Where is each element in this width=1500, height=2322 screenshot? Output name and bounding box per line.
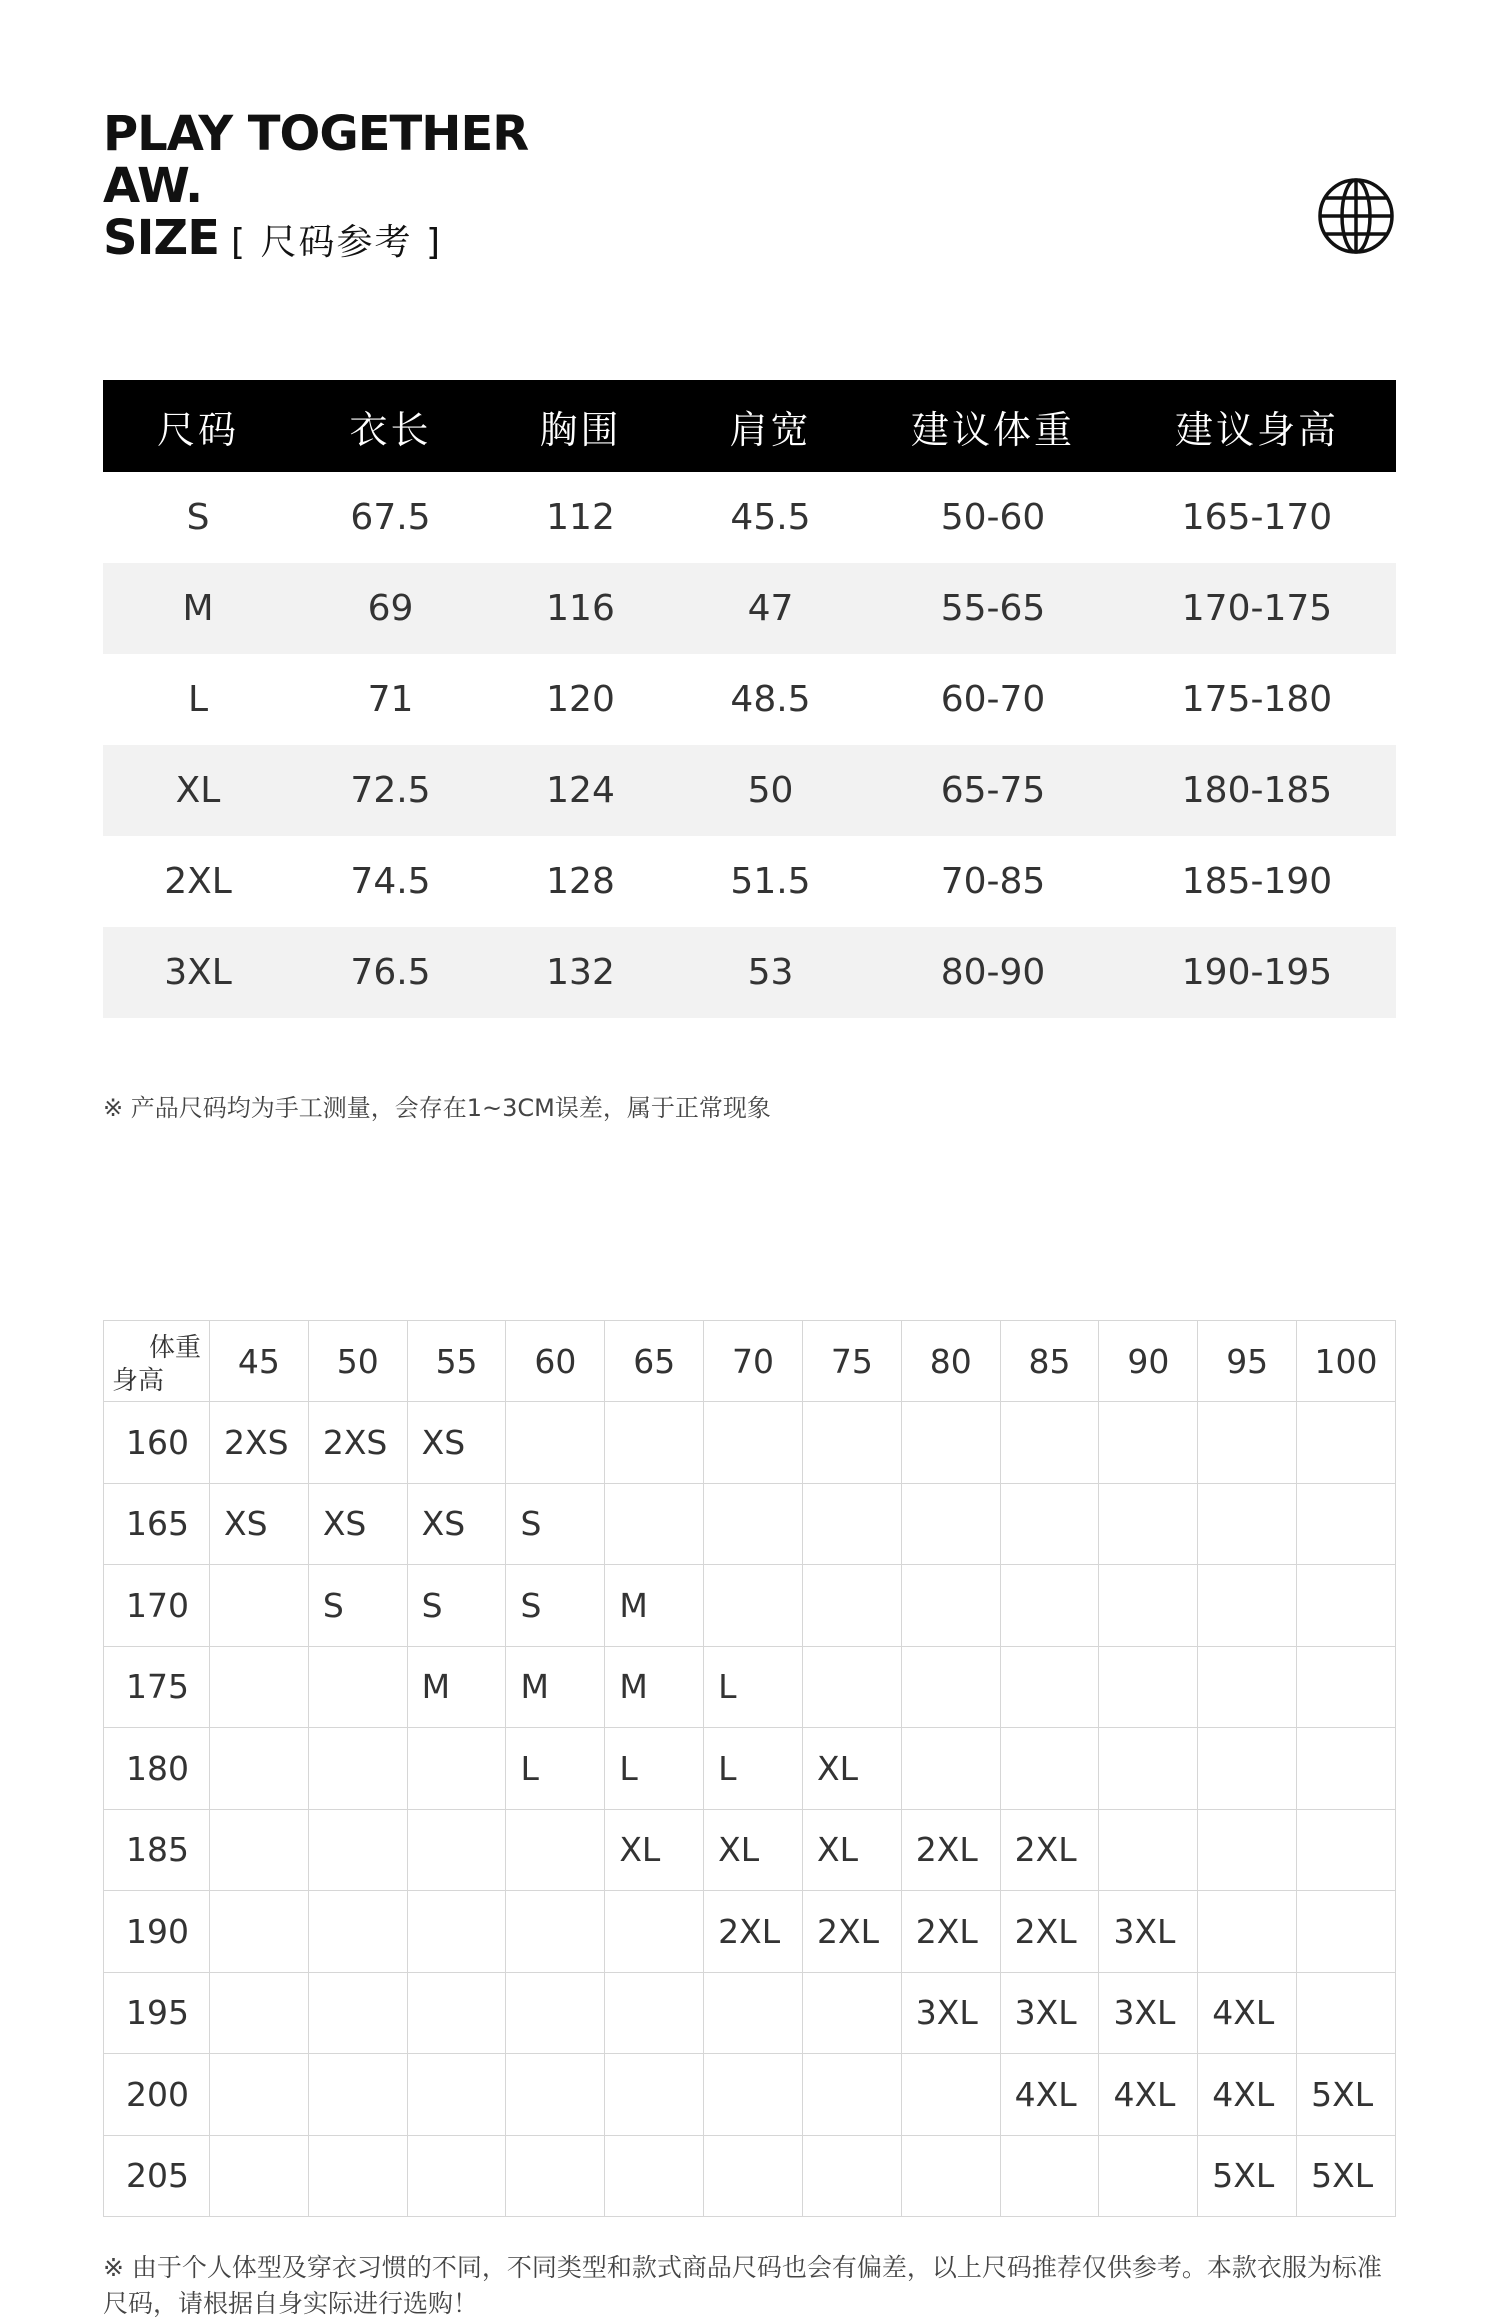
- grid-cell: [802, 1565, 901, 1647]
- size-cell: 175-180: [1181, 679, 1333, 720]
- grid-cell: [1000, 1728, 1099, 1810]
- height-header: 195: [104, 1972, 210, 2054]
- grid-row: [104, 1972, 1396, 2054]
- grid-cell: [210, 1728, 309, 1810]
- size-cell: 132: [488, 927, 673, 1018]
- grid-cell: [1000, 1483, 1099, 1565]
- grid-cell: 3XL: [1099, 1891, 1198, 1973]
- height-header: 170: [104, 1565, 210, 1647]
- size-title-cn: [ 尺码参考 ]: [231, 222, 443, 263]
- grid-cell: 5XL: [1297, 2054, 1396, 2136]
- col-header-length: 衣长: [293, 380, 488, 472]
- grid-cell: [506, 1402, 605, 1484]
- weight-header: 60: [506, 1321, 605, 1402]
- grid-cell: [1099, 1565, 1198, 1647]
- grid-cell: [1000, 1565, 1099, 1647]
- height-header: 175: [104, 1646, 210, 1728]
- size-cell: L: [187, 679, 209, 720]
- grid-cell: [1099, 1646, 1198, 1728]
- size-cell: 60-70: [940, 679, 1046, 720]
- grid-cell: [1198, 1646, 1297, 1728]
- grid-cell: [802, 1483, 901, 1565]
- grid-cell: [704, 1565, 803, 1647]
- grid-cell: [1198, 1565, 1297, 1647]
- size-cell: 74.5: [350, 861, 431, 902]
- size-title-en: SIZE: [103, 210, 220, 266]
- globe-icon: [1316, 176, 1396, 256]
- grid-cell: [1099, 1402, 1198, 1484]
- grid-cell: [1099, 1728, 1198, 1810]
- grid-cell: [901, 1728, 1000, 1810]
- grid-cell: [1198, 1728, 1297, 1810]
- weight-header: 65: [605, 1321, 704, 1402]
- size-cell: 71: [367, 679, 414, 720]
- grid-cell: [1099, 1809, 1198, 1891]
- weight-header: 100: [1297, 1321, 1396, 1402]
- grid-cell: [308, 1891, 407, 1973]
- size-cell: 51.5: [730, 861, 811, 902]
- size-row: [103, 563, 1396, 654]
- grid-cell: 5XL: [1198, 2135, 1297, 2217]
- grid-cell: [802, 2135, 901, 2217]
- grid-cell: [1297, 1728, 1396, 1810]
- size-cell: S: [186, 497, 210, 538]
- size-cell: 50-60: [940, 497, 1046, 538]
- size-title: [103, 212, 528, 269]
- grid-cell: [407, 2054, 506, 2136]
- size-cell: 180-185: [1118, 745, 1396, 836]
- grid-cell: [1198, 1483, 1297, 1565]
- grid-cell: [605, 2135, 704, 2217]
- size-cell: 185-190: [1181, 861, 1333, 902]
- grid-cell: [1000, 1402, 1099, 1484]
- grid-cell: [1198, 1891, 1297, 1973]
- grid-cell: XS: [407, 1483, 506, 1565]
- grid-header-row: [104, 1321, 1396, 1402]
- height-header: 200: [104, 2054, 210, 2136]
- grid-cell: L: [704, 1728, 803, 1810]
- size-row: [103, 654, 1396, 745]
- grid-cell: [506, 2054, 605, 2136]
- size-cell: 190-195: [1118, 927, 1396, 1018]
- grid-cell: [704, 1972, 803, 2054]
- grid-cell: [901, 1483, 1000, 1565]
- grid-cell: [1000, 1646, 1099, 1728]
- grid-cell: S: [506, 1565, 605, 1647]
- col-header-height: 建议身高: [1118, 380, 1396, 472]
- grid-cell: S: [407, 1565, 506, 1647]
- grid-cell: 2XL: [802, 1891, 901, 1973]
- disclaimer-note: ※ 由于个人体型及穿衣习惯的不同，不同类型和款式商品尺码也会有偏差，以上尺码推荐仅供参考。本款衣服为标准尺码，请根据自身实际进行选购！: [103, 2253, 1382, 2318]
- grid-cell: L: [605, 1728, 704, 1810]
- grid-cell: M: [605, 1646, 704, 1728]
- grid-cell: M: [605, 1565, 704, 1647]
- size-cell: 2XL: [164, 861, 232, 902]
- corner-height-label: 身高: [112, 1366, 165, 1396]
- grid-cell: [802, 2054, 901, 2136]
- weight-header: 55: [407, 1321, 506, 1402]
- grid-cell: [605, 1972, 704, 2054]
- col-header-size: 尺码: [103, 380, 293, 472]
- measurement-note: ※ 产品尺码均为手工测量，会存在1~3CM误差，属于正常现象: [103, 1094, 771, 1122]
- grid-cell: [802, 1402, 901, 1484]
- height-header: 205: [104, 2135, 210, 2217]
- grid-cell: 2XS: [308, 1402, 407, 1484]
- size-cell: 45.5: [730, 497, 811, 538]
- size-row: [103, 836, 1396, 927]
- grid-cell: [1099, 2135, 1198, 2217]
- grid-corner-cell: [104, 1321, 210, 1402]
- grid-cell: [1297, 1972, 1396, 2054]
- size-cell: 112: [546, 497, 615, 538]
- grid-cell: [506, 1972, 605, 2054]
- grid-cell: [1099, 1483, 1198, 1565]
- grid-cell: [704, 2054, 803, 2136]
- size-cell: 55-65: [868, 563, 1118, 654]
- size-table: [103, 380, 1396, 1018]
- grid-cell: XL: [802, 1809, 901, 1891]
- size-row: [103, 927, 1396, 1018]
- grid-cell: [1198, 1402, 1297, 1484]
- corner-weight-label: 体重: [148, 1333, 201, 1363]
- size-cell: 80-90: [868, 927, 1118, 1018]
- weight-header: 70: [704, 1321, 803, 1402]
- grid-row: [104, 1646, 1396, 1728]
- grid-cell: [802, 1646, 901, 1728]
- weight-header: 50: [308, 1321, 407, 1402]
- grid-cell: [407, 1972, 506, 2054]
- col-header-chest: 胸围: [488, 380, 673, 472]
- size-table-header: [103, 380, 1396, 472]
- grid-cell: XL: [802, 1728, 901, 1810]
- size-cell: XL: [103, 745, 293, 836]
- grid-cell: [1297, 1402, 1396, 1484]
- size-cell: 116: [488, 563, 673, 654]
- grid-cell: XS: [407, 1402, 506, 1484]
- size-recommendation-grid: [103, 1320, 1396, 2217]
- grid-cell: [308, 1728, 407, 1810]
- grid-row: [104, 1483, 1396, 1565]
- grid-row: [104, 1809, 1396, 1891]
- col-header-weight: 建议体重: [868, 380, 1118, 472]
- grid-cell: [210, 2054, 309, 2136]
- size-cell: 76.5: [293, 927, 488, 1018]
- grid-cell: 4XL: [1198, 2054, 1297, 2136]
- grid-cell: L: [506, 1728, 605, 1810]
- size-cell: 165-170: [1181, 497, 1333, 538]
- grid-row: [104, 1565, 1396, 1647]
- brand-title-line1: PLAY TOGETHER: [103, 106, 529, 162]
- grid-cell: [1297, 1565, 1396, 1647]
- grid-cell: [605, 1402, 704, 1484]
- grid-cell: [210, 2135, 309, 2217]
- grid-cell: [901, 1565, 1000, 1647]
- grid-cell: S: [308, 1565, 407, 1647]
- grid-cell: [407, 2135, 506, 2217]
- grid-cell: [308, 1972, 407, 2054]
- grid-cell: [605, 2054, 704, 2136]
- size-cell: 67.5: [350, 497, 431, 538]
- grid-cell: S: [506, 1483, 605, 1565]
- height-header: 165: [104, 1483, 210, 1565]
- grid-cell: [210, 1809, 309, 1891]
- grid-cell: XL: [605, 1809, 704, 1891]
- height-header: 160: [104, 1402, 210, 1484]
- grid-cell: [407, 1809, 506, 1891]
- grid-cell: [901, 2054, 1000, 2136]
- grid-cell: [506, 2135, 605, 2217]
- grid-cell: [210, 1891, 309, 1973]
- grid-cell: [308, 2135, 407, 2217]
- grid-cell: 5XL: [1297, 2135, 1396, 2217]
- grid-cell: 4XL: [1000, 2054, 1099, 2136]
- size-cell: 120: [546, 679, 615, 720]
- grid-cell: 2XS: [210, 1402, 309, 1484]
- weight-header: 75: [802, 1321, 901, 1402]
- height-header: 180: [104, 1728, 210, 1810]
- size-cell: 65-75: [868, 745, 1118, 836]
- grid-cell: 2XL: [901, 1809, 1000, 1891]
- weight-header: 95: [1198, 1321, 1297, 1402]
- weight-header: 80: [901, 1321, 1000, 1402]
- grid-cell: 2XL: [1000, 1809, 1099, 1891]
- grid-cell: [308, 1809, 407, 1891]
- grid-cell: [210, 1565, 309, 1647]
- grid-cell: [1297, 1891, 1396, 1973]
- size-cell: 69: [293, 563, 488, 654]
- grid-cell: XS: [210, 1483, 309, 1565]
- grid-row: [104, 1402, 1396, 1484]
- size-cell: 170-175: [1118, 563, 1396, 654]
- grid-cell: [1297, 1646, 1396, 1728]
- grid-cell: [407, 1728, 506, 1810]
- grid-row: [104, 1891, 1396, 1973]
- grid-row: [104, 1728, 1396, 1810]
- grid-cell: [1297, 1483, 1396, 1565]
- height-header: 185: [104, 1809, 210, 1891]
- grid-cell: [210, 1972, 309, 2054]
- grid-cell: [407, 1891, 506, 1973]
- size-cell: 70-85: [940, 861, 1046, 902]
- size-cell: 48.5: [730, 679, 811, 720]
- size-cell: 128: [546, 861, 615, 902]
- grid-cell: [704, 1483, 803, 1565]
- grid-cell: [901, 2135, 1000, 2217]
- size-cell: 53: [673, 927, 868, 1018]
- size-row: [103, 472, 1396, 563]
- size-cell: 72.5: [293, 745, 488, 836]
- grid-cell: [506, 1891, 605, 1973]
- weight-header: 45: [210, 1321, 309, 1402]
- size-cell: 3XL: [103, 927, 293, 1018]
- weight-header: 85: [1000, 1321, 1099, 1402]
- size-cell: 124: [488, 745, 673, 836]
- size-row: [103, 745, 1396, 836]
- grid-cell: [704, 2135, 803, 2217]
- grid-cell: [802, 1972, 901, 2054]
- grid-cell: 3XL: [901, 1972, 1000, 2054]
- grid-cell: [1198, 1809, 1297, 1891]
- grid-cell: [308, 2054, 407, 2136]
- grid-cell: L: [704, 1646, 803, 1728]
- grid-cell: M: [506, 1646, 605, 1728]
- grid-cell: XS: [308, 1483, 407, 1565]
- grid-cell: 3XL: [1099, 1972, 1198, 2054]
- grid-cell: 4XL: [1099, 2054, 1198, 2136]
- header: [103, 108, 528, 269]
- grid-cell: [506, 1809, 605, 1891]
- grid-cell: [1297, 1809, 1396, 1891]
- grid-cell: [210, 1646, 309, 1728]
- grid-row: [104, 2054, 1396, 2136]
- weight-header: 90: [1099, 1321, 1198, 1402]
- size-cell: 47: [673, 563, 868, 654]
- size-cell: M: [103, 563, 293, 654]
- grid-cell: [1000, 2135, 1099, 2217]
- grid-cell: [901, 1646, 1000, 1728]
- grid-cell: 2XL: [704, 1891, 803, 1973]
- grid-cell: [704, 1402, 803, 1484]
- grid-cell: [605, 1483, 704, 1565]
- grid-cell: 3XL: [1000, 1972, 1099, 2054]
- grid-cell: M: [407, 1646, 506, 1728]
- grid-cell: 4XL: [1198, 1972, 1297, 2054]
- col-header-shoulder: 肩宽: [673, 380, 868, 472]
- grid-cell: [605, 1891, 704, 1973]
- grid-row: [104, 2135, 1396, 2217]
- size-cell: 50: [673, 745, 868, 836]
- grid-cell: XL: [704, 1809, 803, 1891]
- grid-cell: 2XL: [1000, 1891, 1099, 1973]
- grid-cell: 2XL: [901, 1891, 1000, 1973]
- grid-cell: [901, 1402, 1000, 1484]
- height-header: 190: [104, 1891, 210, 1973]
- brand-title-line2: AW.: [103, 158, 203, 214]
- grid-cell: [308, 1646, 407, 1728]
